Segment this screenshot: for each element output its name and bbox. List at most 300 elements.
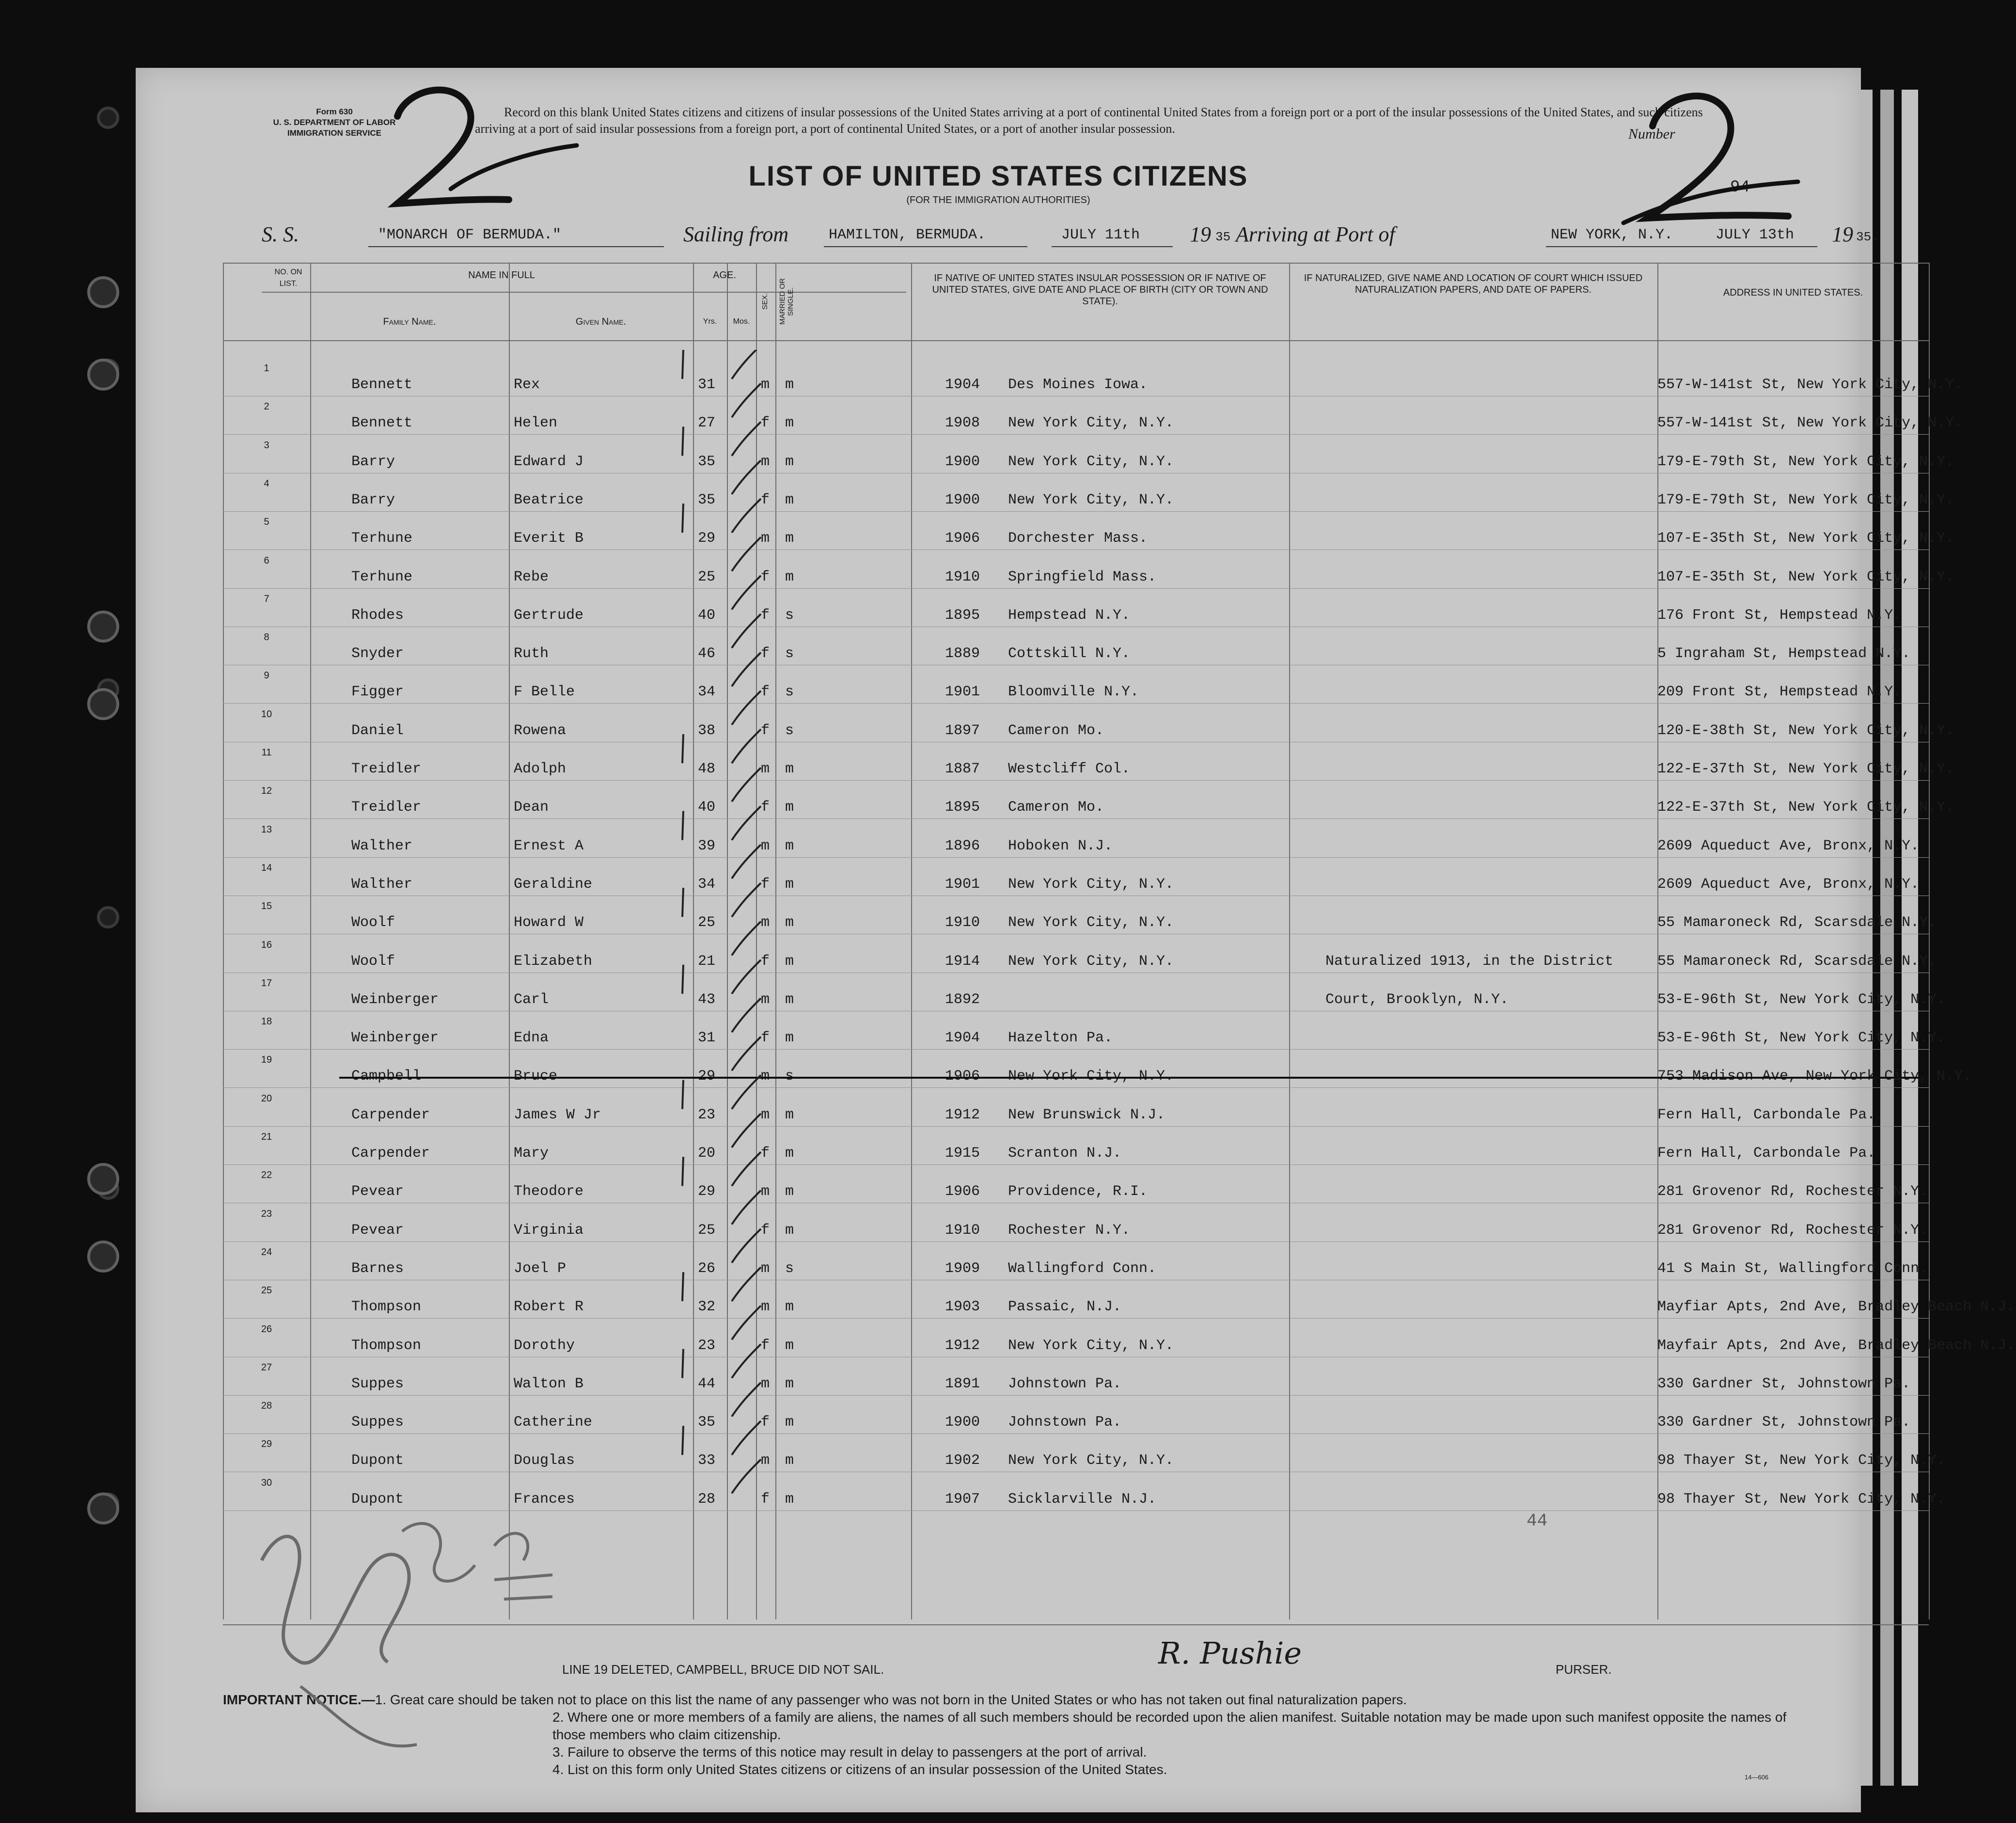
given-name: Everit B — [514, 530, 584, 547]
us-address: 55 Mamaroneck Rd, Scarsdale N.Y. — [1657, 953, 1937, 970]
us-address: 330 Gardner St, Johnstown Pa. — [1657, 1375, 1911, 1392]
departure-port: HAMILTON, BERMUDA. — [829, 227, 986, 243]
birth-place: Passaic, N.J. — [1008, 1299, 1122, 1316]
table-row — [223, 1400, 1929, 1453]
birth-place: New York City, N.Y. — [1008, 1337, 1174, 1354]
age-years: 23 — [698, 1337, 716, 1354]
given-name: Geraldine — [514, 876, 593, 893]
us-address: 281 Grovenor Rd, Rochester N.Y. — [1657, 1222, 1928, 1239]
us-address: 330 Gardner St, Johnstown Pa. — [1657, 1414, 1911, 1431]
voyage-line — [247, 222, 1895, 251]
sex: m — [761, 1260, 770, 1277]
row-number: 8 — [264, 632, 269, 643]
marital-status: m — [785, 1337, 794, 1354]
notice-item-2: 2. Where one or more members of a family are aliens, the names of all such members should be recorded upon the alien manifest. Suitable notation may be made upon such manifest opposite the names of those members who claim citizenship. — [552, 1710, 1787, 1742]
given-name: Ernest A — [514, 837, 584, 854]
row-number: 11 — [261, 747, 272, 758]
marital-status: m — [785, 1299, 794, 1316]
marital-status: m — [785, 491, 794, 508]
sailing-from-label: Sailing from — [683, 222, 789, 246]
age-years: 40 — [698, 607, 716, 624]
birth-year: 1904 — [945, 377, 980, 393]
row-number: 12 — [261, 786, 272, 797]
us-address: Fern Hall, Carbondale Pa. — [1657, 1106, 1876, 1123]
family-name: Walther — [351, 837, 413, 854]
marital-status: m — [785, 799, 794, 816]
column-header-no: NO. ON LIST. — [274, 268, 302, 288]
us-address: 53-E-96th St, New York City, N.Y. — [1657, 1030, 1946, 1047]
tick-mark — [682, 350, 683, 379]
birth-place: New York City, N.Y. — [1008, 953, 1174, 970]
sex: m — [761, 761, 770, 777]
birth-year: 1887 — [945, 761, 980, 777]
birth-place: Des Moines Iowa. — [1008, 377, 1148, 393]
age-years: 34 — [698, 684, 716, 701]
table-row — [223, 1323, 2016, 1376]
footer-notes — [136, 1594, 1861, 1807]
given-name: Rebe — [514, 568, 549, 585]
page-number: 94 — [1730, 178, 1750, 197]
marital-status: m — [785, 1375, 794, 1392]
family-name: Terhune — [351, 568, 413, 585]
family-name: Woolf — [351, 914, 395, 931]
table-row — [223, 1362, 1929, 1414]
arrival-year: 35. — [1856, 230, 1879, 244]
birth-year: 1895 — [945, 607, 980, 624]
marital-status: m — [785, 415, 794, 432]
sex: f — [761, 953, 770, 970]
arrival-date: JULY 13th — [1716, 227, 1795, 243]
age-years: 35 — [698, 453, 716, 470]
table-row — [223, 824, 1929, 877]
family-name: Pevear — [351, 1183, 404, 1200]
column-header-sex: SEX. — [761, 293, 769, 310]
age-years: 26 — [698, 1260, 716, 1277]
column-header-married-single: MARRIED OR SINGLE. — [778, 278, 795, 325]
given-name: Joel P — [514, 1260, 567, 1277]
given-name: Frances — [514, 1491, 575, 1508]
family-name: Daniel — [351, 722, 404, 739]
birth-place: Scranton N.J. — [1008, 1145, 1122, 1162]
arriving-label: Arriving at Port of — [1236, 222, 1395, 246]
table-row — [223, 977, 1946, 1030]
birth-year: 1891 — [945, 1375, 980, 1392]
age-years: 40 — [698, 799, 716, 816]
birth-place: Cottskill N.Y. — [1008, 645, 1131, 662]
us-address: 557-W-141st St, New York City, N.Y. — [1657, 415, 1963, 432]
given-name: Dorothy — [514, 1337, 575, 1354]
given-name: Robert R — [514, 1299, 584, 1316]
row-number: 22 — [261, 1170, 272, 1181]
sex: f — [761, 684, 770, 701]
us-address: 122-E-37th St, New York City, N.Y. — [1657, 761, 1954, 777]
given-name: Howard W — [514, 914, 584, 931]
family-name: Barry — [351, 453, 395, 470]
column-header-family-name: Family Name. — [383, 316, 436, 327]
marital-status: s — [785, 684, 794, 701]
marital-status: m — [785, 837, 794, 854]
sex: f — [761, 415, 770, 432]
birth-place: Dorchester Mass. — [1008, 530, 1148, 547]
marital-status: m — [785, 876, 794, 893]
table-row — [223, 1132, 1929, 1184]
sex: f — [761, 1145, 770, 1162]
age-years: 21 — [698, 953, 716, 970]
column-header-age: AGE. — [713, 270, 736, 281]
table-row — [223, 1016, 1946, 1069]
form-identification — [252, 107, 417, 139]
us-address: 107-E-35th St, New York City, N.Y. — [1657, 568, 1954, 585]
given-name: Theodore — [514, 1183, 584, 1200]
given-name: Ruth — [514, 645, 549, 662]
column-header-years: Yrs. — [703, 317, 717, 326]
sex: m — [761, 377, 770, 393]
row-number: 2 — [264, 401, 269, 412]
marital-status: m — [785, 1414, 794, 1431]
sex: m — [761, 1106, 770, 1123]
row-number: 5 — [264, 517, 269, 528]
notice-item-1: 1. Great care should be taken not to place on this list the name of any passenger who was not born in the United States or who has not taken out final naturalization papers. — [375, 1692, 1407, 1707]
birth-year: 1900 — [945, 491, 980, 508]
row-number: 3 — [264, 440, 269, 451]
table-row — [223, 401, 1963, 454]
age-years: 34 — [698, 876, 716, 893]
row-number: 17 — [261, 977, 272, 989]
age-years: 23 — [698, 1106, 716, 1123]
age-years: 35 — [698, 1414, 716, 1431]
marital-status: m — [785, 1183, 794, 1200]
family-name: Suppes — [351, 1414, 404, 1431]
sex: f — [761, 1337, 770, 1354]
birth-place: Hoboken N.J. — [1008, 837, 1113, 854]
birth-place: Springfield Mass. — [1008, 568, 1157, 585]
sex: f — [761, 1491, 770, 1508]
marital-status: m — [785, 568, 794, 585]
given-name: Walton B — [514, 1375, 584, 1392]
marital-status: m — [785, 1491, 794, 1508]
table-row — [223, 1208, 1929, 1261]
family-name: Walther — [351, 876, 413, 893]
row-number: 19 — [261, 1054, 272, 1066]
column-header-address: ADDRESS IN UNITED STATES. — [1723, 287, 1863, 298]
age-years: 35 — [698, 491, 716, 508]
column-header-naturalized: IF NATURALIZED, GIVE NAME AND LOCATION OF COURT WHICH ISSUED NATURALIZATION PAPERS, AND DATE OF PAPERS. — [1304, 273, 1643, 295]
given-name: Virginia — [514, 1222, 584, 1239]
row-number: 24 — [261, 1246, 272, 1257]
row-number: 28 — [261, 1400, 272, 1412]
sex: f — [761, 1222, 770, 1239]
sex: m — [761, 1299, 770, 1316]
marital-status: s — [785, 645, 794, 662]
birth-year: 1904 — [945, 1030, 980, 1047]
sex: f — [761, 1030, 770, 1047]
given-name: F Belle — [514, 684, 575, 701]
given-name: Carl — [514, 991, 549, 1008]
sex: m — [761, 453, 770, 470]
table-row — [223, 555, 1954, 608]
birth-year: 1900 — [945, 453, 980, 470]
birth-place: Cameron Mo. — [1008, 799, 1104, 816]
marital-status: s — [785, 1068, 794, 1085]
marital-status: m — [785, 761, 794, 777]
us-address: 98 Thayer St, New York City, N.Y. — [1657, 1491, 1946, 1508]
us-address: 5 Ingraham St, Hempstead N.Y. — [1657, 645, 1911, 662]
year-prefix-2: 19 — [1832, 222, 1853, 246]
birth-place: Sicklarville N.J. — [1008, 1491, 1157, 1508]
page-title: LIST OF UNITED STATES CITIZENS — [748, 160, 1248, 192]
birth-year: 1895 — [945, 799, 980, 816]
family-name: Barnes — [351, 1260, 404, 1277]
sex: m — [761, 914, 770, 931]
age-years: 48 — [698, 761, 716, 777]
family-name: Suppes — [351, 1375, 404, 1392]
birth-year: 1910 — [945, 914, 980, 931]
age-years: 46 — [698, 645, 716, 662]
marital-status: m — [785, 991, 794, 1008]
table-row — [223, 1246, 1929, 1299]
marital-status: m — [785, 453, 794, 470]
sex: f — [761, 568, 770, 585]
given-name: Elizabeth — [514, 953, 593, 970]
us-address: Fern Hall, Carbondale Pa. — [1657, 1145, 1876, 1162]
age-years: 32 — [698, 1299, 716, 1316]
row-number: 29 — [261, 1439, 272, 1450]
notice-item-4: 4. List on this form only United States citizens or citizens of an insular possession of the United States. — [552, 1762, 1167, 1777]
table-row — [223, 747, 1954, 800]
birth-place: Wallingford Conn. — [1008, 1260, 1157, 1277]
table-row — [223, 862, 1929, 915]
family-name: Bennett — [351, 377, 413, 393]
sex: m — [761, 1068, 770, 1085]
family-name: Carpender — [351, 1145, 430, 1162]
age-years: 25 — [698, 1222, 716, 1239]
birth-year: 1901 — [945, 684, 980, 701]
birth-place: New York City, N.Y. — [1008, 1452, 1174, 1469]
departure-year: 35 — [1215, 230, 1231, 244]
sex: f — [761, 491, 770, 508]
us-address: 179-E-79th St, New York City, N.Y. — [1657, 453, 1954, 470]
age-years: 43 — [698, 991, 716, 1008]
row-number: 1 — [264, 363, 269, 374]
family-name: Terhune — [351, 530, 413, 547]
family-name: Carpender — [351, 1106, 430, 1123]
marital-status: s — [785, 722, 794, 739]
sex: f — [761, 645, 770, 662]
age-years: 25 — [698, 568, 716, 585]
us-address: 41 S Main St, Wallingford Conn. — [1657, 1260, 1928, 1277]
table-row — [223, 478, 1954, 531]
row-number: 27 — [261, 1362, 272, 1373]
sex: f — [761, 799, 770, 816]
table-row — [223, 363, 1963, 415]
us-address: 122-E-37th St, New York City, N.Y. — [1657, 799, 1954, 816]
family-name: Figger — [351, 684, 404, 701]
row-number: 18 — [261, 1016, 272, 1027]
birth-year: 1914 — [945, 953, 980, 970]
marital-status: s — [785, 607, 794, 624]
row-number: 16 — [261, 939, 272, 950]
sex: f — [761, 722, 770, 739]
table-row — [223, 901, 1937, 953]
marital-status: m — [785, 953, 794, 970]
us-address: 753 Madison Ave, New York City, N.Y. — [1657, 1068, 1972, 1085]
birth-year: 1897 — [945, 722, 980, 739]
row-number: 23 — [261, 1208, 272, 1219]
family-name: Treidler — [351, 761, 422, 777]
sex: f — [761, 607, 770, 624]
family-name: Pevear — [351, 1222, 404, 1239]
birth-year: 1906 — [945, 530, 980, 547]
us-address: 557-W-141st St, New York City, N.Y. — [1657, 377, 1963, 393]
given-name: Beatrice — [514, 491, 584, 508]
family-name: Treidler — [351, 799, 422, 816]
family-name: Weinberger — [351, 991, 439, 1008]
us-address: 176 Front St, Hempstead N.Y. — [1657, 607, 1902, 624]
row-number: 6 — [264, 555, 269, 566]
deleted-note: LINE 19 DELETED, CAMPBELL, BRUCE DID NOT SAIL. — [562, 1662, 884, 1677]
row-number: 10 — [261, 708, 272, 720]
service-name: IMMIGRATION SERVICE — [287, 128, 381, 138]
page-subtitle: (FOR THE IMMIGRATION AUTHORITIES) — [906, 195, 1090, 205]
family-name: Woolf — [351, 953, 395, 970]
table-row — [223, 593, 1929, 646]
column-header-months: Mos. — [733, 317, 750, 326]
birth-place: New Brunswick N.J. — [1008, 1106, 1166, 1123]
given-name: Mary — [514, 1145, 549, 1162]
us-address: Mayfair Apts, 2nd Ave, Bradley Beach N.J. — [1657, 1337, 2016, 1354]
sex: m — [761, 1183, 770, 1200]
notice-lead: IMPORTANT NOTICE.— — [223, 1692, 375, 1707]
table-row — [223, 670, 1929, 723]
table-row — [223, 1285, 2016, 1337]
birth-place: Westcliff Col. — [1008, 761, 1131, 777]
table-row — [223, 1170, 1929, 1222]
birth-year: 1910 — [945, 1222, 980, 1239]
us-address: 120-E-38th St, New York City, N.Y. — [1657, 722, 1954, 739]
row-number: 20 — [261, 1093, 272, 1104]
column-header-given-name: Given Name. — [575, 316, 627, 327]
table-row — [223, 1054, 1972, 1107]
us-address: 107-E-35th St, New York City, N.Y. — [1657, 530, 1954, 547]
number-label: Number — [1628, 126, 1675, 142]
birth-place: New York City, N.Y. — [1008, 415, 1174, 432]
page-count-annotation: 44 — [1527, 1511, 1548, 1531]
row-number: 25 — [261, 1285, 272, 1296]
us-address: Mayfiar Apts, 2nd Ave, Bradley Beach N.J. — [1657, 1299, 2016, 1316]
us-address: 55 Mamaroneck Rd, Scarsdale N.Y. — [1657, 914, 1937, 931]
birth-year: 1907 — [945, 1491, 980, 1508]
year-prefix-1: 19 — [1190, 222, 1211, 246]
family-name: Rhodes — [351, 607, 404, 624]
us-address: 2609 Aqueduct Ave, Bronx, N.Y. — [1657, 876, 1920, 893]
given-name: Catherine — [514, 1414, 593, 1431]
age-years: 44 — [698, 1375, 716, 1392]
row-number: 7 — [264, 593, 269, 604]
row-number: 4 — [264, 478, 269, 489]
row-number: 21 — [261, 1132, 272, 1142]
form-number: Form 630 — [316, 107, 353, 116]
birth-place: Providence, R.I. — [1008, 1183, 1148, 1200]
given-name: Dean — [514, 799, 549, 816]
table-row — [223, 708, 1954, 761]
us-address: 53-E-96th St, New York City, N.Y. — [1657, 991, 1946, 1008]
family-name: Campbell — [351, 1068, 422, 1085]
age-years: 29 — [698, 1183, 716, 1200]
marital-status: m — [785, 1452, 794, 1469]
birth-place: Johnstown Pa. — [1008, 1375, 1122, 1392]
birth-year: 1889 — [945, 645, 980, 662]
row-number: 30 — [261, 1477, 272, 1488]
marital-status: s — [785, 1260, 794, 1277]
given-name: Rex — [514, 377, 540, 393]
us-address: 179-E-79th St, New York City, N.Y. — [1657, 491, 1954, 508]
marital-status: m — [785, 1030, 794, 1047]
naturalization: Naturalized 1913, in the District — [1325, 953, 1614, 970]
deleted-row-strike — [339, 1077, 1929, 1079]
marital-status: m — [785, 1106, 794, 1123]
family-name: Thompson — [351, 1337, 422, 1354]
age-years: 33 — [698, 1452, 716, 1469]
table-row — [223, 1477, 1946, 1530]
table-row — [223, 440, 1954, 492]
birth-year: 1902 — [945, 1452, 980, 1469]
family-name: Dupont — [351, 1491, 404, 1508]
birth-place: New York City, N.Y. — [1008, 491, 1174, 508]
birth-year: 1896 — [945, 837, 980, 854]
given-name: Helen — [514, 415, 558, 432]
family-name: Dupont — [351, 1452, 404, 1469]
birth-place: New York City, N.Y. — [1008, 876, 1174, 893]
given-name: Adolph — [514, 761, 567, 777]
age-years: 39 — [698, 837, 716, 854]
given-name: James W Jr — [514, 1106, 601, 1123]
table-row — [223, 1093, 1929, 1146]
birth-place: New York City, N.Y. — [1008, 453, 1174, 470]
birth-place: Hazelton Pa. — [1008, 1030, 1113, 1047]
sex: f — [761, 1414, 770, 1431]
ss-label: S. S. — [262, 222, 299, 246]
birth-year: 1912 — [945, 1106, 980, 1123]
table-row — [223, 1439, 1946, 1491]
family-name: Barry — [351, 491, 395, 508]
sex: m — [761, 530, 770, 547]
birth-place: Cameron Mo. — [1008, 722, 1104, 739]
row-number: 9 — [264, 670, 269, 681]
marital-status: m — [785, 1145, 794, 1162]
marital-status: m — [785, 530, 794, 547]
column-header-name-in-full: NAME IN FULL — [468, 270, 535, 281]
arrival-port: NEW YORK, N.Y. — [1551, 227, 1673, 243]
family-name: Thompson — [351, 1299, 422, 1316]
sex: m — [761, 1452, 770, 1469]
notice-item-3: 3. Failure to observe the terms of this notice may result in delay to passengers at the port of arrival. — [552, 1744, 1147, 1760]
birth-place: Rochester N.Y. — [1008, 1222, 1131, 1239]
form-header — [136, 68, 1879, 271]
us-address: 209 Front St, Hempstead N.Y. — [1657, 684, 1902, 701]
department-name: U. S. DEPARTMENT OF LABOR — [273, 118, 396, 127]
birth-year: 1903 — [945, 1299, 980, 1316]
age-years: 31 — [698, 1030, 716, 1047]
birth-year: 1900 — [945, 1414, 980, 1431]
age-years: 28 — [698, 1491, 716, 1508]
manifest-page — [136, 68, 2016, 1812]
row-number: 14 — [261, 862, 272, 873]
ship-name: "MONARCH OF BERMUDA." — [378, 227, 562, 243]
birth-year: 1909 — [945, 1260, 980, 1277]
age-years: 27 — [698, 415, 716, 432]
age-years: 29 — [698, 530, 716, 547]
purser-label: PURSER. — [1556, 1662, 1612, 1677]
